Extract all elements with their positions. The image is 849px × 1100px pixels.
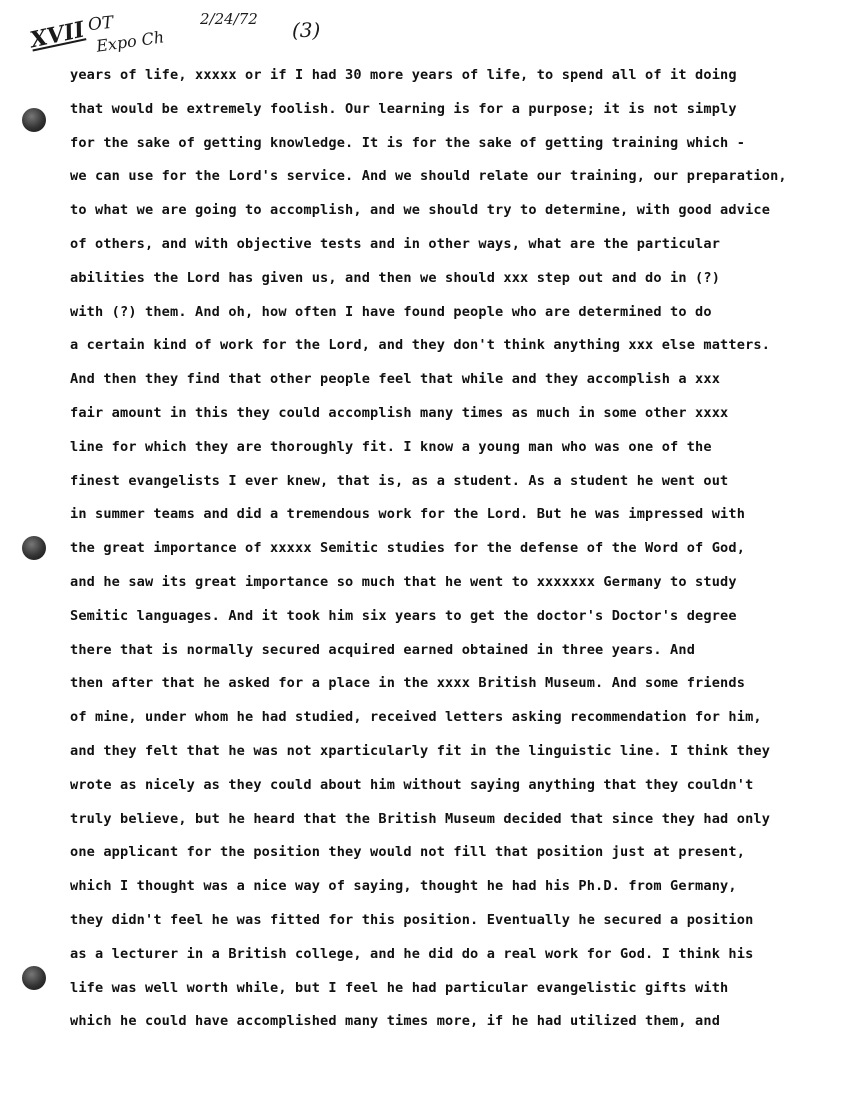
text-line: line for which they are thoroughly fit. I know a young man who was one of the <box>70 438 712 455</box>
text-line: we can use for the Lord's service. And we should relate our training, our preparation, <box>70 168 787 185</box>
punch-hole-icon <box>22 966 46 990</box>
handwritten-date: 2/24/72 <box>200 10 258 28</box>
text-line: fair amount in this they could accomplish many times as much in some other xxxx <box>70 404 729 421</box>
punch-hole-icon <box>22 536 46 560</box>
text-line: as a lecturer in a British college, and he did do a real work for God. I think his <box>70 945 754 962</box>
body-text <box>70 64 840 1044</box>
handwritten-roman-numeral: XVII <box>27 16 87 54</box>
text-line: one applicant for the position they would not fill that position just at present, <box>70 844 746 861</box>
text-line: the great importance of xxxxx Semitic studies for the defense of the Word of God, <box>70 540 746 557</box>
text-line: wrote as nicely as they could about him without saying anything that they couldn't <box>70 776 754 793</box>
text-line: then after that he asked for a place in the xxxx British Museum. And some friends <box>70 675 746 692</box>
handwritten-note-line1: OT <box>87 12 115 36</box>
text-line: they didn't feel he was fitted for this position. Eventually he secured a position <box>70 911 754 928</box>
text-line: that would be extremely foolish. Our learning is for a purpose; it is not simply <box>70 100 737 117</box>
text-line: of others, and with objective tests and in other ways, what are the particular <box>70 235 721 252</box>
text-line: abilities the Lord has given us, and then we should xxx step out and do in (?) <box>70 269 721 286</box>
text-line: a certain kind of work for the Lord, and they don't think anything xxx else matters. <box>70 337 771 354</box>
punch-hole-icon <box>22 108 46 132</box>
text-line: to what we are going to accomplish, and we should try to determine, with good advice <box>70 202 771 219</box>
text-line: which he could have accomplished many times more, if he had utilized them, and <box>70 1013 721 1030</box>
handwritten-note-line2: Expo Ch <box>95 27 166 56</box>
text-line: with (?) them. And oh, how often I have found people who are determined to do <box>70 303 712 320</box>
handwritten-page-number: (3) <box>292 18 321 42</box>
text-line: and they felt that he was not xparticularly fit in the linguistic line. I think they <box>70 742 771 759</box>
text-line: years of life, xxxxx or if I had 30 more years of life, to spend all of it doing <box>70 67 737 83</box>
text-line: which I thought was a nice way of saying, thought he had his Ph.D. from Germany, <box>70 878 737 895</box>
text-line: and he saw its great importance so much that he went to xxxxxxx Germany to study <box>70 573 737 590</box>
text-line: truly believe, but he heard that the British Museum decided that since they had only <box>70 810 771 827</box>
text-line: life was well worth while, but I feel he had particular evangelistic gifts with <box>70 979 729 996</box>
text-line: in summer teams and did a tremendous work for the Lord. But he was impressed with <box>70 506 746 523</box>
text-line: finest evangelists I ever knew, that is, as a student. As a student he went out <box>70 472 729 489</box>
text-line: Semitic languages. And it took him six years to get the doctor's Doctor's degree <box>70 607 737 624</box>
text-line: for the sake of getting knowledge. It is for the sake of getting training which - <box>70 134 746 151</box>
text-line: of mine, under whom he had studied, received letters asking recommendation for him, <box>70 709 762 726</box>
text-line: And then they find that other people feel that while and they accomplish a xxx <box>70 371 721 388</box>
text-line: there that is normally secured acquired earned obtained in three years. And <box>70 641 696 658</box>
